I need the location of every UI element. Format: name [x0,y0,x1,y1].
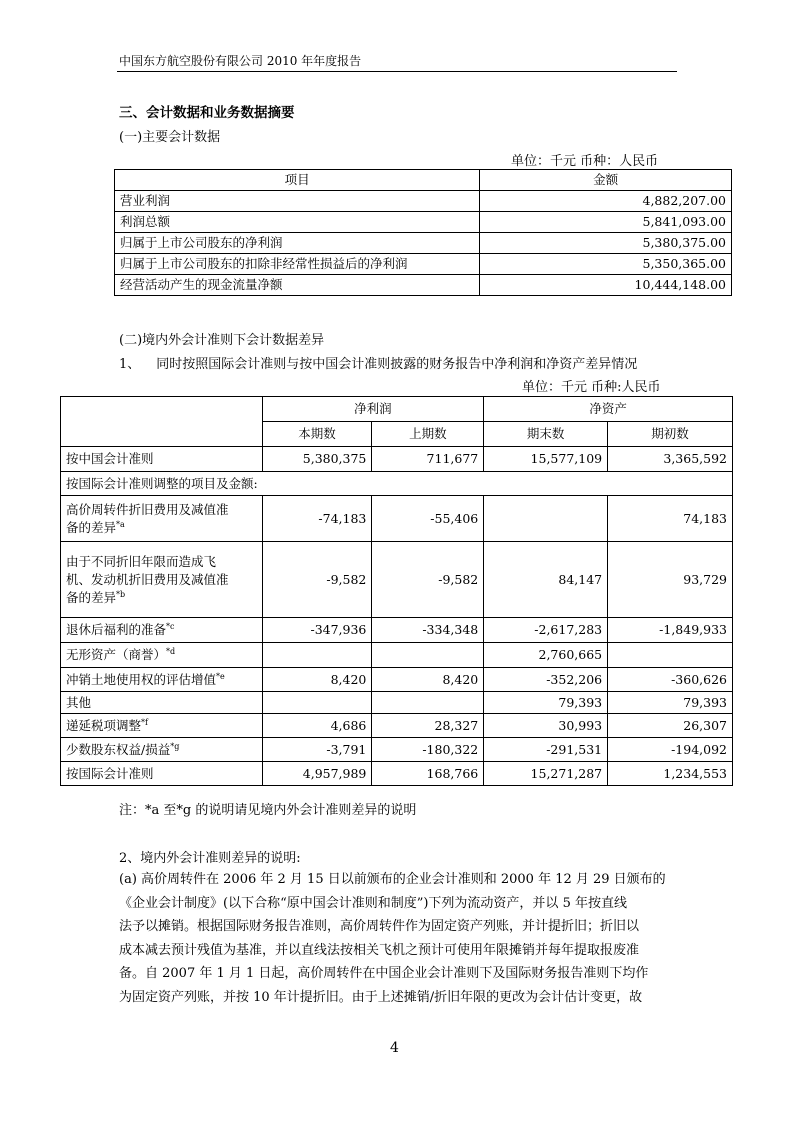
cell: 30,993 [484,714,608,738]
part2-unit: 单位：千元 币种:人民币 [522,380,661,395]
adjust-label: 按国际会计准则调整的项目及金额: [61,472,733,496]
cell: 4,957,989 [262,762,372,786]
cell: -9,582 [372,542,484,618]
cell [372,643,484,668]
cell: -360,626 [608,668,733,692]
part3-paragraph [119,868,675,1009]
row-label: 无形资产（商誉）$^{*d}$ [61,643,263,668]
column-header-item: 项目 [115,170,480,191]
row-amount: 4,882,207.00 [480,191,732,212]
cell: 28,327 [372,714,484,738]
group-header-row [61,397,733,422]
row-item: 归属于上市公司股东的净利润 [115,233,480,254]
cell: 93,729 [608,542,733,618]
footnote-mark: *b [116,589,126,599]
cell: 711,677 [372,447,484,472]
table-row [61,496,733,542]
cell: -2,617,283 [484,618,608,643]
row-label: 冲销土地使用权的评估增值$^{*e}$ [61,668,263,692]
cell: 26,307 [608,714,733,738]
cell: -334,348 [372,618,484,643]
cell: 79,393 [484,692,608,714]
footnote-mark: *f [141,717,148,727]
cell: 5,380,375 [262,447,372,472]
part1-heading: (一)主要会计数据 [119,130,221,145]
subheading-number: 1、 [119,357,141,372]
table-row-ifrs [61,762,733,786]
cell: 4,686 [262,714,372,738]
gaap-difference-table [60,396,733,786]
part1-unit: 单位：千元 币种：人民币 [511,154,659,169]
cell: 84,147 [484,542,608,618]
footnote-mark: *c [166,621,175,631]
cell: -9,582 [262,542,372,618]
row-label: 递延税项调整$^{*f}$ [61,714,263,738]
cell: -352,206 [484,668,608,692]
sub-header-current-period: 本期数 [262,422,372,447]
blank-corner-cell [61,397,263,447]
table-row [61,542,733,618]
cell: -347,936 [262,618,372,643]
row-amount: 5,350,365.00 [480,254,732,275]
footnote-mark: *e [216,671,225,681]
cell: 8,420 [372,668,484,692]
page-number: 4 [390,1040,399,1056]
table-header-row [115,170,732,191]
cell: 74,183 [608,496,733,542]
row-amount: 5,841,093.00 [480,212,732,233]
paragraph-line: 法予以摊销。根据国际财务报告准则，高价周转件作为固定资产列账，并计提折旧；折旧以 [119,919,640,934]
document-header: 中国东方航空股份有限公司 2010 年年度报告 [119,54,362,68]
cell: -55,406 [372,496,484,542]
footnote-mark: *g [170,741,180,751]
cell [608,643,733,668]
cell: 2,760,665 [484,643,608,668]
paragraph-line: 成本减去预计残值为基准，并以直线法按相关飞机之预计可使用年限摊销并每年提取报废准 [119,942,640,958]
table-row [115,191,732,212]
group-header-net-assets: 净资产 [484,397,733,422]
row-label: 少数股东权益/损益$^{*g}$ [61,738,263,762]
paragraph-line: 为固定资产列账，并按 10 年计提折旧。由于上述摊销/折旧年限的更改为会计估计变更，故 [119,989,643,1005]
group-header-net-profit: 净利润 [262,397,484,422]
paragraph-line: 备。自 2007 年 1 月 1 日起，高价周转件在中国企业会计准则下及国际财务报告准则下均作 [119,966,649,981]
row-item: 利润总额 [115,212,480,233]
row-label: 按国际会计准则 [61,762,263,786]
row-item: 归属于上市公司股东的扣除非经常性损益后的净利润 [115,254,480,275]
cell: 3,365,592 [608,447,733,472]
table-row [115,233,732,254]
cell: 168,766 [372,762,484,786]
row-item: 营业利润 [115,191,480,212]
part2-subheading [119,353,637,372]
cell [262,643,372,668]
table-row [61,618,733,643]
paragraph-line: (a) 高价周转件在 2006 年 2 月 15 日以前颁布的企业会计准则和 2000 年 12 月 29 日颁布的 [119,872,666,887]
row-item: 经营活动产生的现金流量净额 [115,275,480,296]
cell: 8,420 [262,668,372,692]
part3-heading: 2、境内外会计准则差异的说明: [119,851,301,866]
table-row [61,643,733,668]
main-accounting-table [114,169,732,296]
footnote-mark: *d [166,646,176,656]
part2-heading: (二)境内外会计准则下会计数据差异 [119,333,325,348]
row-label: 退休后福利的准备$^{*c}$ [61,618,263,643]
cell: -194,092 [608,738,733,762]
sub-header-period-start: 期初数 [608,422,733,447]
table-row [115,254,732,275]
cell [484,496,608,542]
column-header-amount: 金额 [480,170,732,191]
cell [372,692,484,714]
table-row [61,692,733,714]
row-label: 其他 [61,692,263,714]
table-row [61,714,733,738]
cell: 15,271,287 [484,762,608,786]
table-row [61,668,733,692]
cell: 79,393 [608,692,733,714]
table-row [115,275,732,296]
row-amount: 10,444,148.00 [480,275,732,296]
row-label: 由于不同折旧年限而造成飞 机、发动机折旧费用及减值准 备的差异$^{*b}$ [61,542,263,618]
table-row [115,212,732,233]
sub-header-period-end: 期末数 [484,422,608,447]
table-row-adjust-label [61,472,733,496]
section-title: 三、会计数据和业务数据摘要 [119,105,295,121]
cell: -180,322 [372,738,484,762]
cell: -291,531 [484,738,608,762]
table-row [61,738,733,762]
table-footnote: 注：*a 至*g 的说明请见境内外会计准则差异的说明 [119,803,417,818]
row-label: 高价周转件折旧费用及减值准 备的差异$^{*a}$ [61,496,263,542]
row-amount: 5,380,375.00 [480,233,732,254]
cell: 1,234,553 [608,762,733,786]
paragraph-line: 《企业会计制度》(以下合称“原中国会计准则和制度”)下列为流动资产，并以 5 年按直线 [119,895,627,911]
cell: -1,849,933 [608,618,733,643]
cell: 15,577,109 [484,447,608,472]
footnote-mark: *a [116,519,125,529]
row-label: 按中国会计准则 [61,447,263,472]
subheading-text: 同时按照国际会计准则与按中国会计准则披露的财务报告中净利润和净资产差异情况 [156,357,638,372]
cell: -3,791 [262,738,372,762]
table-row-prc [61,447,733,472]
cell [262,692,372,714]
header-rule [117,71,677,72]
sub-header-prior-period: 上期数 [372,422,484,447]
cell: -74,183 [262,496,372,542]
